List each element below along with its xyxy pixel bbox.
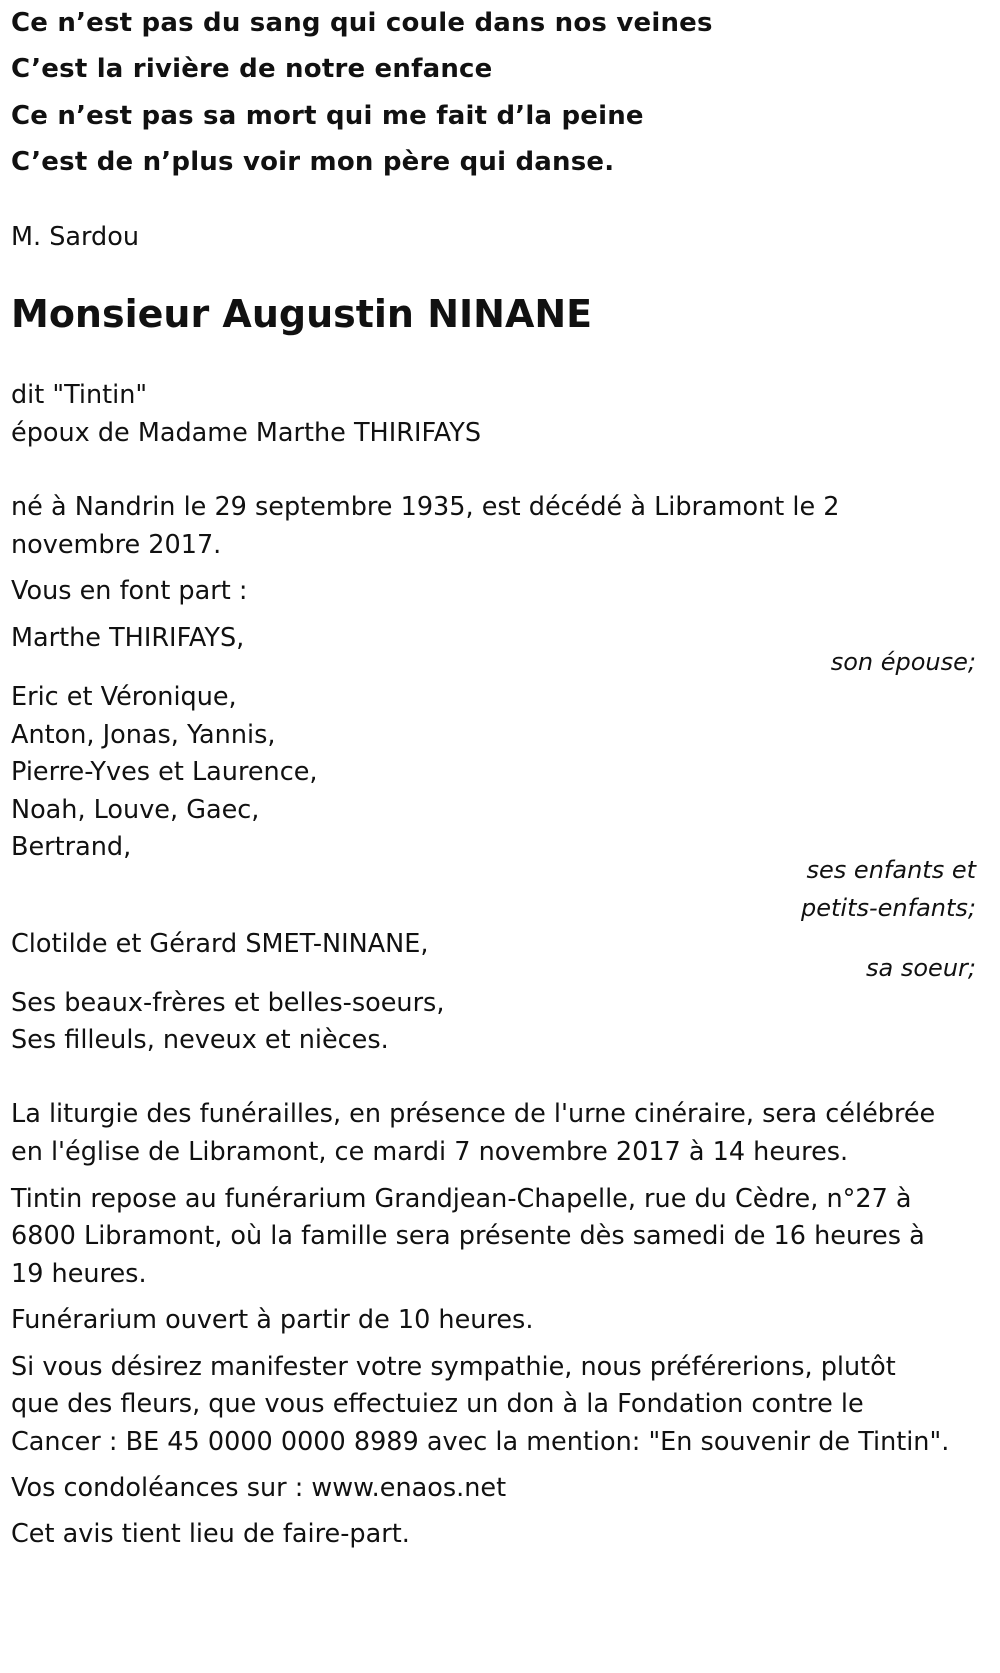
family-spouse-name: Marthe THIRIFAYS, xyxy=(11,623,245,653)
liturgy-line-1: La liturgie des funérailles, en présence de l'urne cinéraire, sera célébrée xyxy=(11,1099,936,1129)
rest-line-1: Tintin repose au funérarium Grandjean-Chapelle, rue du Cèdre, n°27 à xyxy=(11,1184,912,1214)
donation-line-2: que des fleurs, que vous effectuiez un don à la Fondation contre le xyxy=(11,1389,864,1419)
donation-line-1: Si vous désirez manifester votre sympathie, nous préférerions, plutôt xyxy=(11,1352,896,1382)
poem-line-1: Ce n’est pas du sang qui coule dans nos veines xyxy=(11,8,713,38)
funerarium-opening: Funérarium ouvert à partir de 10 heures. xyxy=(11,1305,534,1335)
family-child-4: Noah, Louve, Gaec, xyxy=(11,795,260,825)
family-others-2: Ses filleuls, neveux et nièces. xyxy=(11,1025,389,1055)
poem-line-4: C’est de n’plus voir mon père qui danse. xyxy=(11,147,615,177)
rest-line-3: 19 heures. xyxy=(11,1259,147,1289)
family-children-relation-2: petits-enfants; xyxy=(801,894,976,922)
family-child-1: Eric et Véronique, xyxy=(11,682,237,712)
notice-line: Cet avis tient lieu de faire-part. xyxy=(11,1519,410,1549)
deceased-spouse: époux de Madame Marthe THIRIFAYS xyxy=(11,418,482,448)
family-others-1: Ses beaux-frères et belles-soeurs, xyxy=(11,988,445,1018)
family-child-5: Bertrand, xyxy=(11,832,132,862)
birth-death-line-1: né à Nandrin le 29 septembre 1935, est décédé à Libramont le 2 xyxy=(11,492,840,522)
poem-author: M. Sardou xyxy=(11,222,140,252)
rest-line-2: 6800 Libramont, où la famille sera présente dès samedi de 16 heures à xyxy=(11,1221,925,1251)
deceased-name: Monsieur Augustin NINANE xyxy=(11,292,593,336)
poem-line-2: C’est la rivière de notre enfance xyxy=(11,54,493,84)
condolences-line: Vos condoléances sur : www.enaos.net xyxy=(11,1473,507,1503)
family-sister-relation: sa soeur; xyxy=(866,954,976,982)
deceased-nickname: dit "Tintin" xyxy=(11,380,148,410)
liturgy-line-2: en l'église de Libramont, ce mardi 7 novembre 2017 à 14 heures. xyxy=(11,1137,849,1167)
family-spouse-relation: son épouse; xyxy=(830,648,976,676)
family-children-relation-1: ses enfants et xyxy=(806,856,976,884)
family-child-2: Anton, Jonas, Yannis, xyxy=(11,720,276,750)
family-sister-name: Clotilde et Gérard SMET-NINANE, xyxy=(11,929,429,959)
poem-line-3: Ce n’est pas sa mort qui me fait d’la peine xyxy=(11,101,644,131)
donation-line-3: Cancer : BE 45 0000 0000 8989 avec la mention: "En souvenir de Tintin". xyxy=(11,1427,950,1457)
family-child-3: Pierre-Yves et Laurence, xyxy=(11,757,318,787)
announcement-intro: Vous en font part : xyxy=(11,576,248,606)
birth-death-line-2: novembre 2017. xyxy=(11,530,222,560)
